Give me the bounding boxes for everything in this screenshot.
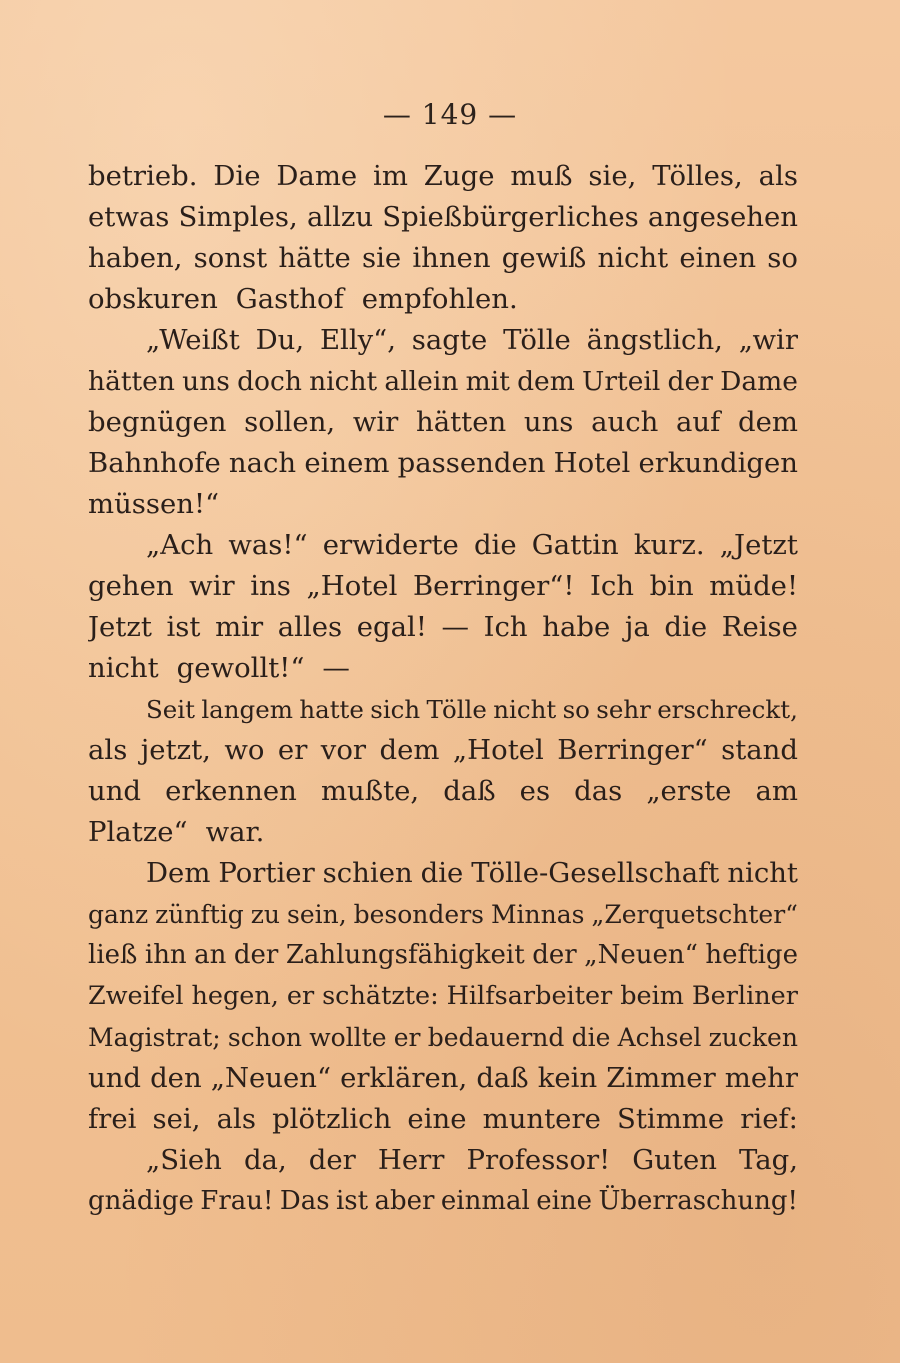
text-line: als jetzt, wo er vor dem „Hotel Berringer“ stand	[88, 734, 798, 766]
text-line: begnügen sollen, wir hätten uns auch auf dem	[88, 406, 798, 438]
text-line: gnädige Frau! Das ist aber einmal eine Überraschung!	[88, 1186, 798, 1216]
text-line: „Weißt Du, Elly“, sagte Tölle ängstlich, „wir	[146, 324, 798, 356]
text-line: „Sieh da, der Herr Professor! Guten Tag,	[146, 1144, 798, 1176]
text-line: und den „Neuen“ erklären, daß kein Zimmer mehr	[88, 1062, 798, 1094]
body-text	[88, 156, 798, 1222]
text-line: ließ ihn an der Zahlungsfähigkeit der „Neuen“ heftige	[88, 940, 798, 970]
text-line: und erkennen mußte, daß es das „erste am	[88, 775, 798, 807]
text-line: obskuren Gasthof empfohlen.	[88, 283, 518, 315]
text-line: Zweifel hegen, er schätzte: Hilfsarbeiter beim Berliner	[88, 981, 798, 1011]
text-line: Jetzt ist mir alles egal! — Ich habe ja die Reise	[88, 611, 798, 643]
text-line: Dem Portier schien die Tölle-Gesellschaft nicht	[146, 857, 798, 889]
text-line: betrieb. Die Dame im Zuge muß sie, Tölles, als	[88, 160, 798, 192]
text-line: Bahnhofe nach einem passenden Hotel erkundigen	[88, 447, 798, 479]
text-line: gehen wir ins „Hotel Berringer“! Ich bin müde!	[88, 570, 798, 602]
text-line: frei sei, als plötzlich eine muntere Stimme rief:	[88, 1103, 798, 1135]
text-line: haben, sonst hätte sie ihnen gewiß nicht einen so	[88, 242, 798, 274]
text-line: Magistrat; schon wollte er bedauernd die Achsel zucken	[88, 1023, 798, 1052]
text-line: Seit langem hatte sich Tölle nicht so sehr erschreckt,	[146, 695, 798, 724]
text-line: hätten uns doch nicht allein mit dem Urteil der Dame	[88, 366, 798, 397]
text-line: nicht gewollt!“ —	[88, 652, 350, 684]
text-line: „Ach was!“ erwiderte die Gattin kurz. „Jetzt	[146, 529, 798, 561]
text-line: Platze“ war.	[88, 816, 265, 848]
text-line: müssen!“	[88, 488, 220, 520]
page-number: — 149 —	[382, 98, 518, 131]
text-line: etwas Simples, allzu Spießbürgerliches angesehen	[88, 201, 798, 233]
text-line: ganz zünftig zu sein, besonders Minnas „Zerquetschter“	[88, 900, 798, 929]
